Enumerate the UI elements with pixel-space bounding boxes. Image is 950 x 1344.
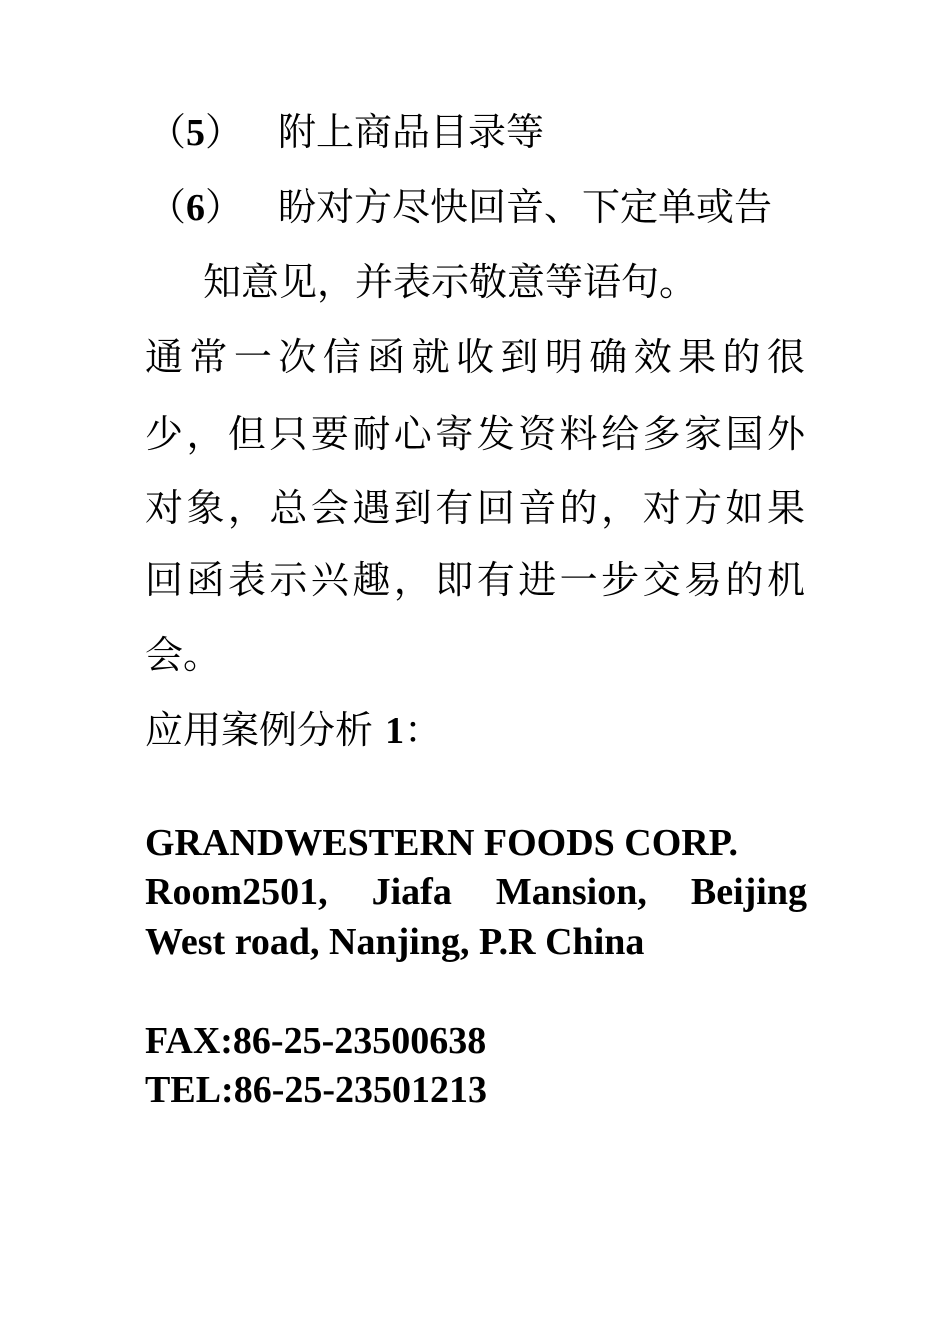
company-name: GRANDWESTERN FOODS CORP. bbox=[145, 822, 738, 864]
item-text: 盼对方尽快回音、下定单或告 bbox=[278, 185, 773, 229]
paragraph-line: 回函表示兴趣，即有进一步交易的机 bbox=[145, 558, 805, 602]
item-close-paren: ） bbox=[205, 185, 244, 229]
case-heading bbox=[145, 706, 805, 755]
company-address-line1: Room2501, Jiafa Mansion, Beijing bbox=[145, 871, 807, 913]
list-item-5 bbox=[148, 108, 808, 157]
item-open-paren: （ bbox=[148, 110, 187, 154]
tel-number: TEL:86-25-23501213 bbox=[145, 1069, 487, 1111]
list-item-6 bbox=[148, 183, 808, 232]
list-item-6-continuation: 知意见，并表示敬意等语句。 bbox=[203, 260, 698, 304]
paragraph-line: 会。 bbox=[145, 633, 222, 677]
fax-number: FAX:86-25-23500638 bbox=[145, 1020, 487, 1062]
item-close-paren: ） bbox=[205, 110, 244, 154]
item-number: 5 bbox=[186, 112, 206, 154]
paragraph-line: 对象，总会遇到有回音的，对方如果 bbox=[145, 486, 805, 530]
item-number: 6 bbox=[186, 187, 206, 229]
paragraph-line: 少，但只要耐心寄发资料给多家国外 bbox=[145, 412, 805, 456]
company-address-line2: West road, Nanjing, P.R China bbox=[145, 921, 645, 963]
case-heading-suffix: ： bbox=[404, 708, 443, 752]
paragraph-line: 通常一次信函就收到明确效果的很 bbox=[145, 335, 805, 379]
case-heading-text: 应用案例分析 bbox=[145, 708, 386, 752]
item-open-paren: （ bbox=[148, 185, 187, 229]
item-text: 附上商品目录等 bbox=[278, 110, 545, 154]
case-heading-number: 1 bbox=[385, 710, 405, 752]
